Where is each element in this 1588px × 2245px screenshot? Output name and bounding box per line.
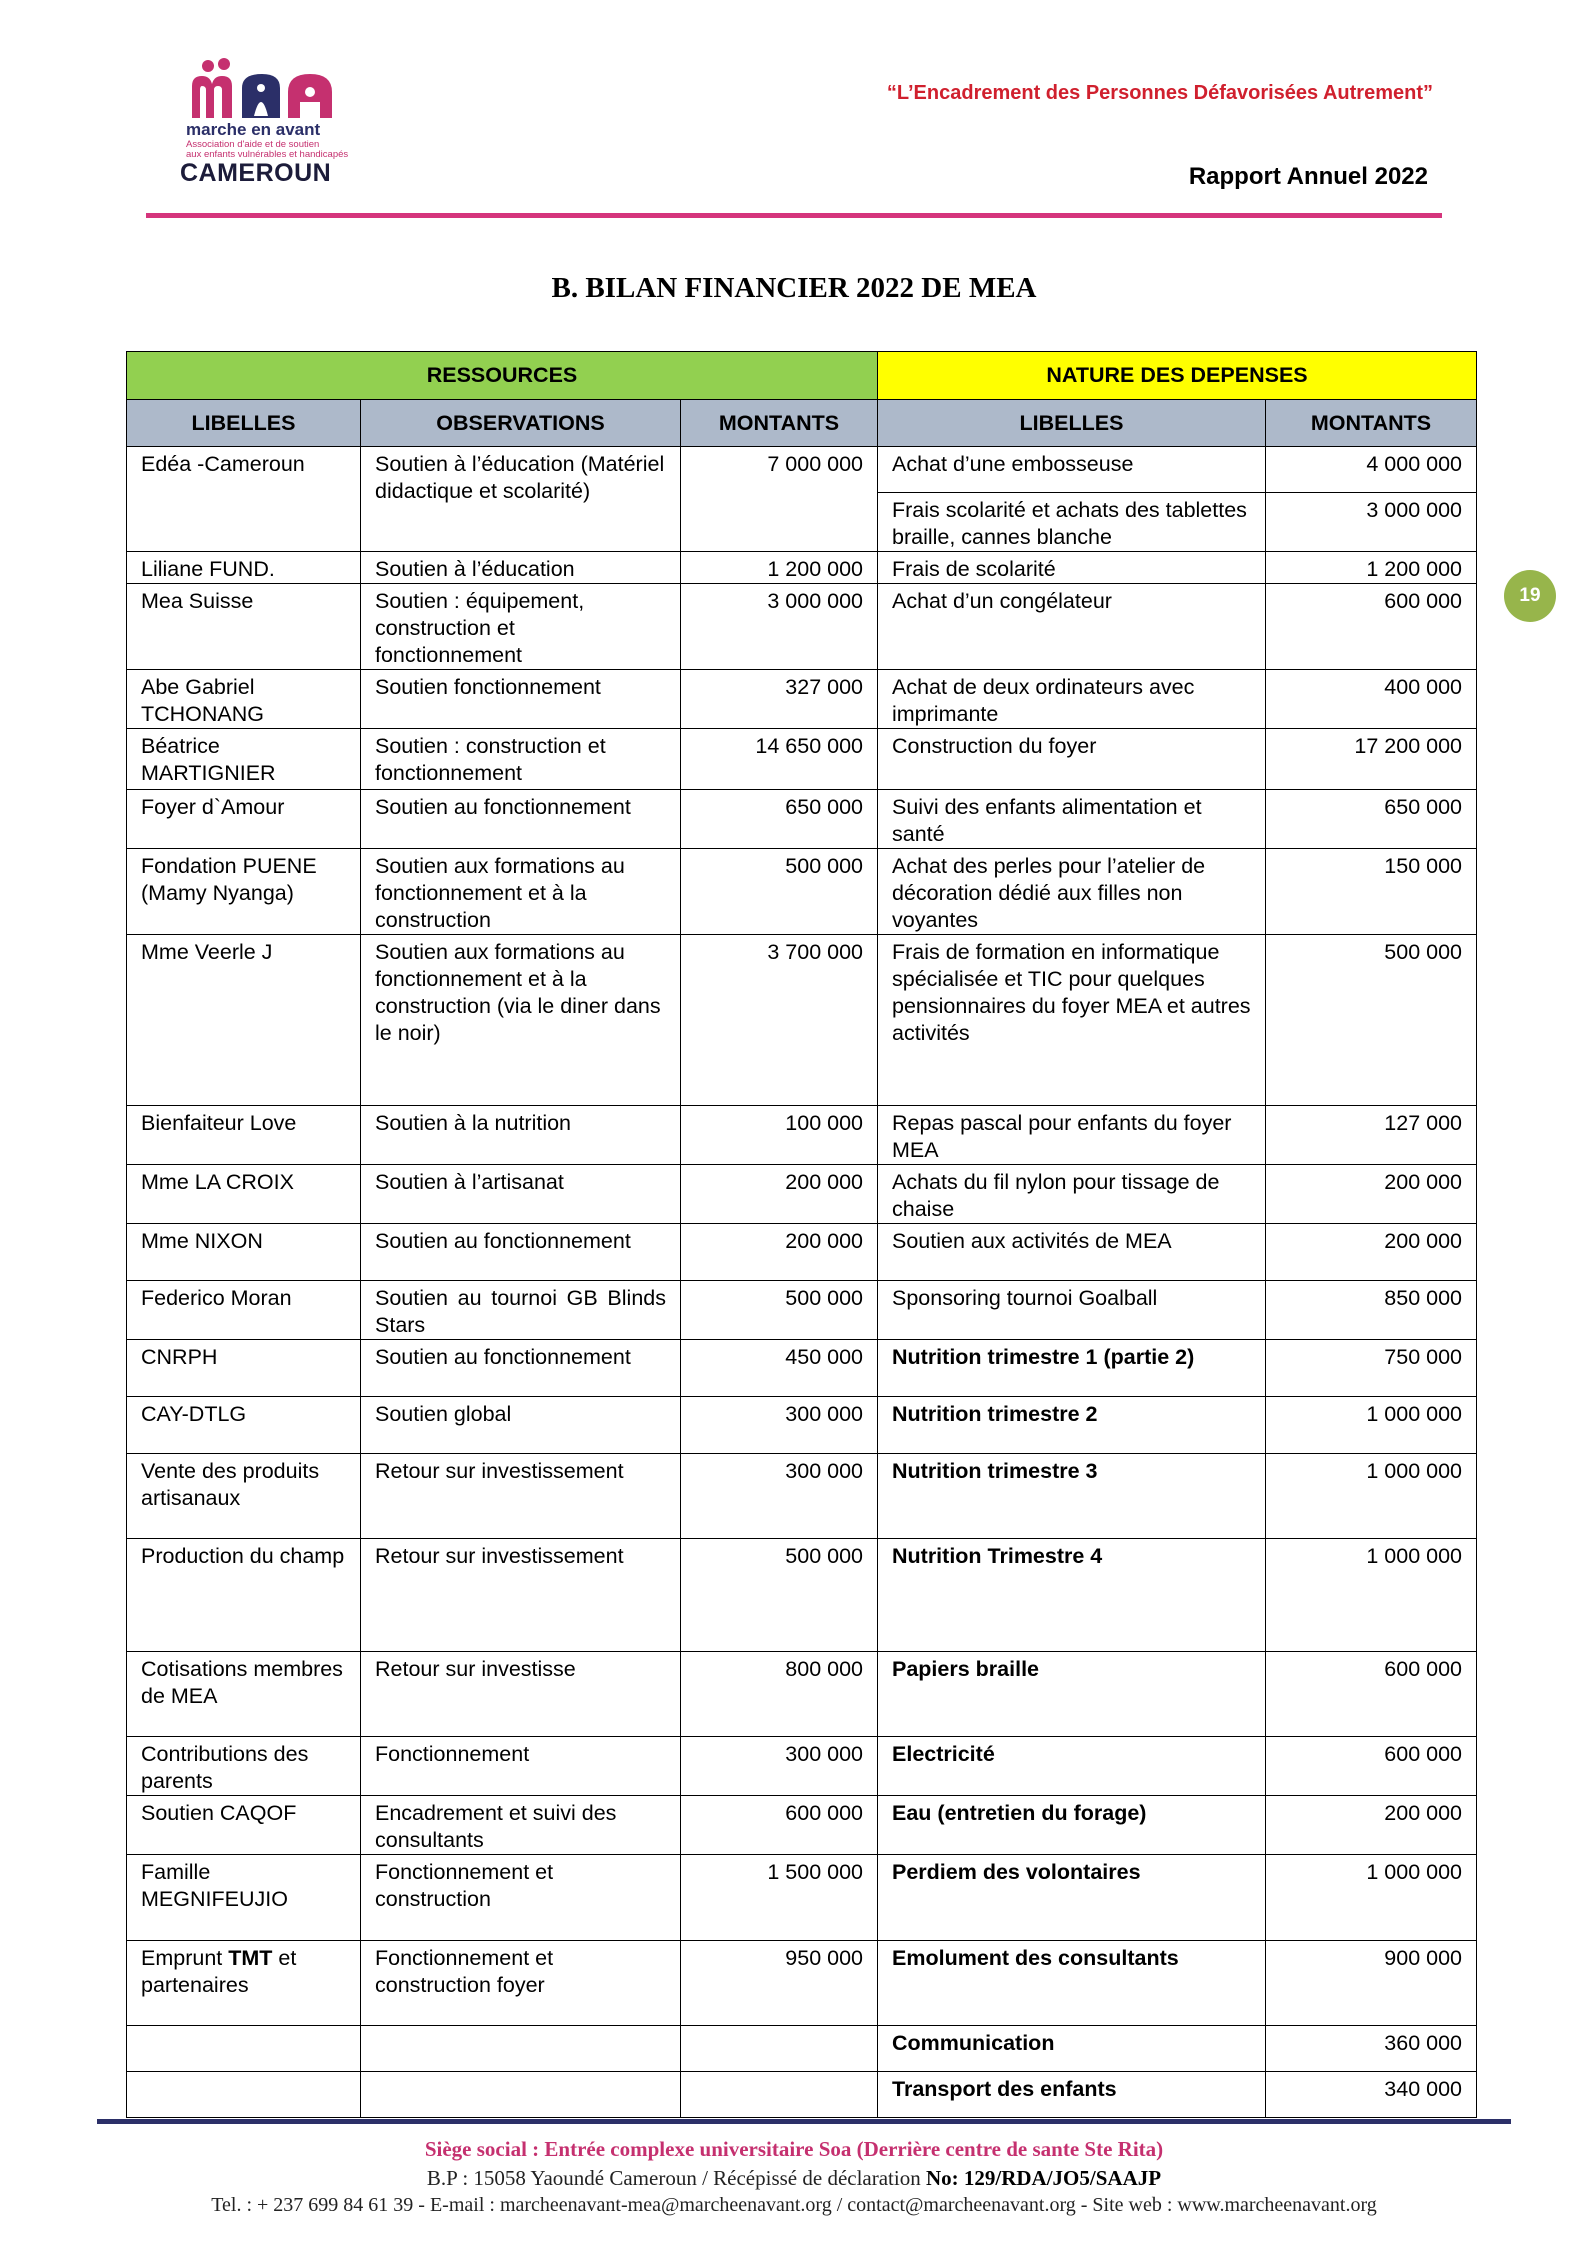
expense-amount-cell: 750 000 (1266, 1340, 1477, 1397)
observation-cell: Retour sur investissement (361, 1454, 681, 1539)
resource-label-cell: Abe Gabriel TCHONANG (127, 670, 361, 729)
resource-amount-cell: 950 000 (681, 1941, 878, 2026)
resource-amount-cell: 3 000 000 (681, 584, 878, 670)
observation-cell: Soutien fonctionnement (361, 670, 681, 729)
resource-amount-cell: 300 000 (681, 1737, 878, 1796)
mea-logo-mark-icon (184, 58, 346, 120)
resource-label-cell: CNRPH (127, 1340, 361, 1397)
col-header-expense-amount: MONTANTS (1266, 400, 1477, 447)
table-row (127, 2026, 1477, 2072)
resource-label-cell: Mea Suisse (127, 584, 361, 670)
expense-label-cell: Communication (878, 2026, 1266, 2072)
resource-amount-cell: 327 000 (681, 670, 878, 729)
expense-amount-cell: 200 000 (1266, 1165, 1477, 1224)
footer-contact: Tel. : + 237 699 84 61 39 - E-mail : marcheenavant-mea@marcheenavant.org / contact@marcheenavant.org - Site web : www.marcheenavant.org (211, 2194, 1377, 2216)
table-row (127, 1539, 1477, 1652)
expense-amount-cell: 150 000 (1266, 849, 1477, 935)
resource-amount-cell: 14 650 000 (681, 729, 878, 790)
resource-amount-cell: 500 000 (681, 1539, 878, 1652)
report-title: Rapport Annuel 2022 (1188, 163, 1428, 190)
observation-cell: Soutien au fonctionnement (361, 790, 681, 849)
observation-cell: Soutien au fonctionnement (361, 1340, 681, 1397)
observation-cell: Soutien aux formations au fonctionnement et à la construction (via le diner dans le noir) (361, 935, 681, 1106)
observation-cell: Soutien à la nutrition (361, 1106, 681, 1165)
table-row (127, 1796, 1477, 1855)
col-header-resource-amount: MONTANTS (681, 400, 878, 447)
resource-label-cell: Bienfaiteur Love (127, 1106, 361, 1165)
expense-amount-cell: 1 000 000 (1266, 1539, 1477, 1652)
resource-label-cell: Soutien CAQOF (127, 1796, 361, 1855)
slogan: “L’Encadrement des Personnes Défavorisées Autrement” (886, 82, 1433, 104)
resource-label-cell: Vente des produits artisanaux (127, 1454, 361, 1539)
observation-cell: Retour sur investissement (361, 1539, 681, 1652)
observation-cell: Soutien à l’éducation (361, 552, 681, 584)
col-header-expense-label: LIBELLES (878, 400, 1266, 447)
resources-header: RESSOURCES (127, 352, 878, 400)
table-row (127, 2072, 1477, 2118)
col-header-resource-label: LIBELLES (127, 400, 361, 447)
expense-label-cell: Eau (entretien du forage) (878, 1796, 1266, 1855)
section-title: B. BILAN FINANCIER 2022 DE MEA (551, 272, 1037, 304)
table-row (127, 552, 1477, 584)
resource-amount-cell: 1 200 000 (681, 552, 878, 584)
resource-label-cell: Béatrice MARTIGNIER (127, 729, 361, 790)
expense-amount-cell: 850 000 (1266, 1281, 1477, 1340)
logo-subtitle-line2: aux enfants vulnérables et handicapés (186, 149, 349, 160)
page-number-badge: 19 (1504, 570, 1556, 622)
expense-amount-cell: 17 200 000 (1266, 729, 1477, 790)
table-row (127, 790, 1477, 849)
observation-cell: Soutien aux formations au fonctionnement et à la construction (361, 849, 681, 935)
resource-amount-cell: 300 000 (681, 1397, 878, 1454)
table-row (127, 670, 1477, 729)
resource-label-cell: Mme LA CROIX (127, 1165, 361, 1224)
table-row (127, 1454, 1477, 1539)
resource-amount-cell (681, 2026, 878, 2072)
observation-cell: Soutien à l’éducation (Matériel didactique et scolarité) (361, 447, 681, 552)
expense-amount-cell: 3 000 000 (1266, 493, 1477, 552)
expense-label-cell: Electricité (878, 1737, 1266, 1796)
resource-label-cell: Fondation PUENE (Mamy Nyanga) (127, 849, 361, 935)
resource-label-cell: CAY-DTLG (127, 1397, 361, 1454)
footer-registration-number: No: 129/RDA/JO5/SAAJP (925, 2166, 1162, 2190)
expense-label-cell: Perdiem des volontaires (878, 1855, 1266, 1941)
expense-amount-cell: 600 000 (1266, 1737, 1477, 1796)
expense-amount-cell: 127 000 (1266, 1106, 1477, 1165)
expense-label-cell: Achats du fil nylon pour tissage de chaise (878, 1165, 1266, 1224)
resource-amount-cell: 1 500 000 (681, 1855, 878, 1941)
expense-label-cell: Soutien aux activités de MEA (878, 1224, 1266, 1281)
observation-cell (361, 2026, 681, 2072)
table-row (127, 1281, 1477, 1340)
resource-label-suffix: et partenaires (141, 1946, 297, 1997)
resource-amount-cell (681, 2072, 878, 2118)
logo-tagline: marche en avant (186, 120, 321, 139)
header-divider (146, 213, 1442, 218)
resource-amount-cell: 3 700 000 (681, 935, 878, 1106)
table-row (127, 447, 1477, 493)
resource-amount-cell: 500 000 (681, 849, 878, 935)
expense-label-cell: Achat d’une embosseuse (878, 447, 1266, 493)
expense-label-cell: Nutrition Trimestre 4 (878, 1539, 1266, 1652)
resource-label-cell: Foyer d`Amour (127, 790, 361, 849)
table-row (127, 1165, 1477, 1224)
expense-amount-cell: 200 000 (1266, 1224, 1477, 1281)
observation-cell: Encadrement et suivi des consultants (361, 1796, 681, 1855)
footer-divider (97, 2119, 1511, 2124)
resource-amount-cell: 500 000 (681, 1281, 878, 1340)
expense-label-cell: Nutrition trimestre 1 (partie 2) (878, 1340, 1266, 1397)
resource-label-cell: Mme Veerle J (127, 935, 361, 1106)
col-header-observations: OBSERVATIONS (361, 400, 681, 447)
resource-amount-cell: 600 000 (681, 1796, 878, 1855)
table-row (127, 1652, 1477, 1737)
table-row (127, 935, 1477, 1106)
expense-label-cell: Nutrition trimestre 2 (878, 1397, 1266, 1454)
expense-label-cell: Frais de scolarité (878, 552, 1266, 584)
footer-registration (0, 2166, 1588, 2191)
expense-amount-cell: 1 000 000 (1266, 1855, 1477, 1941)
observation-cell: Soutien à l’artisanat (361, 1165, 681, 1224)
expense-label-cell: Achat d’un congélateur (878, 584, 1266, 670)
table-row (127, 1397, 1477, 1454)
organization-logo (176, 58, 366, 188)
resource-amount-cell: 450 000 (681, 1340, 878, 1397)
resource-label-cell: Edéa -Cameroun (127, 447, 361, 552)
table-row (127, 1340, 1477, 1397)
expense-amount-cell: 360 000 (1266, 2026, 1477, 2072)
expense-label-cell: Construction du foyer (878, 729, 1266, 790)
expense-amount-cell: 650 000 (1266, 790, 1477, 849)
expense-amount-cell: 900 000 (1266, 1941, 1477, 2026)
observation-cell: Fonctionnement (361, 1737, 681, 1796)
footer-address: Siège social : Entrée complexe universitaire Soa (Derrière centre de sante Ste Rita) (424, 2137, 1164, 2161)
expense-label-cell: Achat des perles pour l’atelier de décoration dédié aux filles non voyantes (878, 849, 1266, 935)
observation-cell: Soutien : construction et fonctionnement (361, 729, 681, 790)
expense-amount-cell: 1 200 000 (1266, 552, 1477, 584)
expense-label-cell: Achat de deux ordinateurs avec imprimante (878, 670, 1266, 729)
expense-label-cell: Transport des enfants (878, 2072, 1266, 2118)
resource-label-cell: Famille MEGNIFEUJIO (127, 1855, 361, 1941)
resource-label-cell: Production du champ (127, 1539, 361, 1652)
table-row (127, 1737, 1477, 1796)
table-row (127, 1855, 1477, 1941)
resource-amount-cell: 650 000 (681, 790, 878, 849)
expense-label-cell: Papiers braille (878, 1652, 1266, 1737)
resource-amount-cell: 800 000 (681, 1652, 878, 1737)
expense-label-cell: Frais de formation en informatique spécialisée et TIC pour quelques pensionnaires du foyer MEA et autres activités (878, 935, 1266, 1106)
footer-registration-text: B.P : 15058 Yaoundé Cameroun / Récépissé de déclaration (426, 2166, 926, 2190)
expense-amount-cell: 500 000 (1266, 935, 1477, 1106)
expense-amount-cell: 1 000 000 (1266, 1397, 1477, 1454)
group-header-row (127, 352, 1477, 400)
table-row (127, 1224, 1477, 1281)
resource-label-cell (127, 2026, 361, 2072)
expense-amount-cell: 200 000 (1266, 1796, 1477, 1855)
observation-cell: Soutien au fonctionnement (361, 1224, 681, 1281)
expense-label-cell: Suivi des enfants alimentation et santé (878, 790, 1266, 849)
observation-cell: Retour sur investisse (361, 1652, 681, 1737)
logo-subtitle-line1: Association d'aide et de soutien (186, 139, 320, 150)
resource-amount-cell: 200 000 (681, 1165, 878, 1224)
table-row (127, 849, 1477, 935)
expense-amount-cell: 600 000 (1266, 1652, 1477, 1737)
logo-subtitle (186, 140, 348, 160)
resource-label-prefix: Emprunt (141, 1946, 229, 1970)
expense-label-cell: Nutrition trimestre 3 (878, 1454, 1266, 1539)
expense-amount-cell: 400 000 (1266, 670, 1477, 729)
resource-label-cell: Federico Moran (127, 1281, 361, 1340)
expenses-header: NATURE DES DEPENSES (878, 352, 1477, 400)
expense-label-cell: Repas pascal pour enfants du foyer MEA (878, 1106, 1266, 1165)
resource-label-cell (127, 2072, 361, 2118)
expense-label-cell: Frais scolarité et achats des tablettes braille, cannes blanche (878, 493, 1266, 552)
resource-amount-cell: 7 000 000 (681, 447, 878, 552)
resource-amount-cell: 200 000 (681, 1224, 878, 1281)
observation-cell: Soutien global (361, 1397, 681, 1454)
resource-label-cell (127, 1941, 361, 2026)
expense-label-cell: Emolument des consultants (878, 1941, 1266, 2026)
observation-cell: Fonctionnement et construction (361, 1855, 681, 1941)
observation-cell: Soutien : équipement, construction et fonctionnement (361, 584, 681, 670)
observation-cell: Soutien au tournoi GB Blinds Stars (361, 1281, 681, 1340)
logo-country: CAMEROUN (180, 159, 332, 187)
resource-label-cell: Mme NIXON (127, 1224, 361, 1281)
resource-label-cell: Liliane FUND. (127, 552, 361, 584)
table-row (127, 1106, 1477, 1165)
resource-amount-cell: 100 000 (681, 1106, 878, 1165)
resource-label-emphasis: TMT (228, 1946, 273, 1970)
expense-amount-cell: 4 000 000 (1266, 447, 1477, 493)
table-row (127, 1941, 1477, 2026)
financial-balance-table (126, 351, 1477, 2118)
observation-cell: Fonctionnement et construction foyer (361, 1941, 681, 2026)
expense-label-cell: Sponsoring tournoi Goalball (878, 1281, 1266, 1340)
expense-amount-cell: 340 000 (1266, 2072, 1477, 2118)
resource-amount-cell: 300 000 (681, 1454, 878, 1539)
column-header-row (127, 400, 1477, 447)
expense-amount-cell: 1 000 000 (1266, 1454, 1477, 1539)
resource-label-cell: Contributions des parents (127, 1737, 361, 1796)
expense-amount-cell: 600 000 (1266, 584, 1477, 670)
table-row (127, 584, 1477, 670)
table-row (127, 729, 1477, 790)
resource-label-cell: Cotisations membres de MEA (127, 1652, 361, 1737)
observation-cell (361, 2072, 681, 2118)
